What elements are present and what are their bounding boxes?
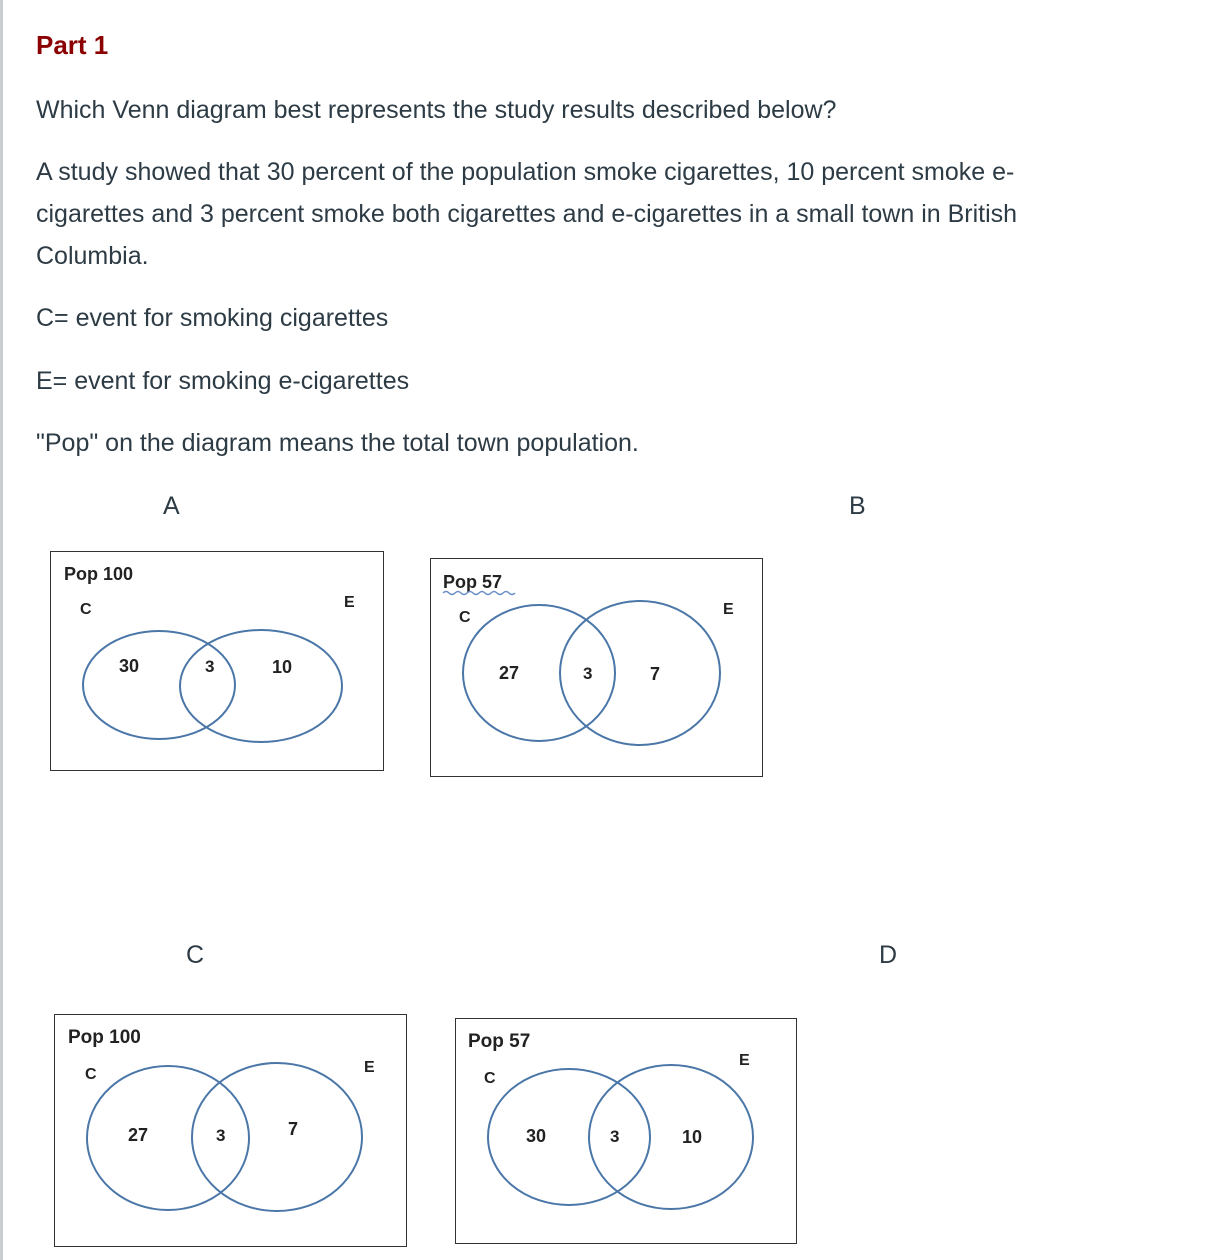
set-c-label: C [459, 609, 471, 626]
pop-label: Pop 100 [68, 1027, 141, 1048]
paragraph-line: Columbia. [36, 242, 149, 270]
venn-diagram-a[interactable] [50, 551, 384, 771]
option-label-c: C [186, 941, 205, 969]
region-both: 3 [216, 1126, 226, 1145]
region-e-only: 7 [288, 1119, 299, 1139]
region-e-only: 7 [650, 664, 661, 684]
definition-c: C= event for smoking cigarettes [36, 304, 389, 332]
paragraph-line: A study showed that 30 percent of the population smoke cigarettes, 10 percent smoke e- [36, 158, 1015, 186]
venn-diagram-c[interactable] [54, 1014, 407, 1247]
option-label-b: B [849, 492, 866, 520]
set-e-label: E [344, 594, 355, 611]
region-both: 3 [610, 1127, 620, 1146]
region-c-only: 30 [526, 1126, 547, 1146]
circle-c [83, 631, 235, 739]
study-paragraph [36, 151, 1146, 277]
option-label-d: D [879, 941, 898, 969]
part-title: Part 1 [36, 30, 109, 60]
venn-diagram-b[interactable] [430, 558, 763, 777]
definition-e: E= event for smoking e-cigarettes [36, 367, 410, 395]
left-border [0, 0, 3, 1260]
region-e-only: 10 [682, 1127, 703, 1147]
question-text: Which Venn diagram best represents the study results described below? [36, 96, 837, 124]
set-c-label: C [80, 601, 92, 618]
pop-label: Pop 57 [468, 1031, 531, 1052]
paragraph-line: cigarettes and 3 percent smoke both cigarettes and e-cigarettes in a small town in British [36, 200, 1018, 228]
region-c-only: 27 [499, 663, 520, 683]
circle-c [488, 1069, 650, 1205]
region-both: 3 [205, 657, 215, 676]
set-e-label: E [723, 601, 734, 618]
set-c-label: C [484, 1070, 496, 1087]
region-c-only: 27 [128, 1125, 149, 1145]
pop-note: "Pop" on the diagram means the total town population. [36, 429, 639, 457]
set-e-label: E [364, 1059, 375, 1076]
set-e-label: E [739, 1052, 750, 1069]
option-label-a: A [163, 492, 180, 520]
region-c-only: 30 [119, 656, 140, 676]
circle-e [180, 630, 342, 742]
pop-label: Pop 100 [64, 564, 134, 584]
region-e-only: 10 [272, 657, 293, 677]
venn-diagram-d[interactable] [455, 1018, 797, 1244]
region-both: 3 [583, 664, 593, 683]
set-c-label: C [85, 1066, 97, 1083]
pop-label: Pop 57 [443, 572, 503, 592]
